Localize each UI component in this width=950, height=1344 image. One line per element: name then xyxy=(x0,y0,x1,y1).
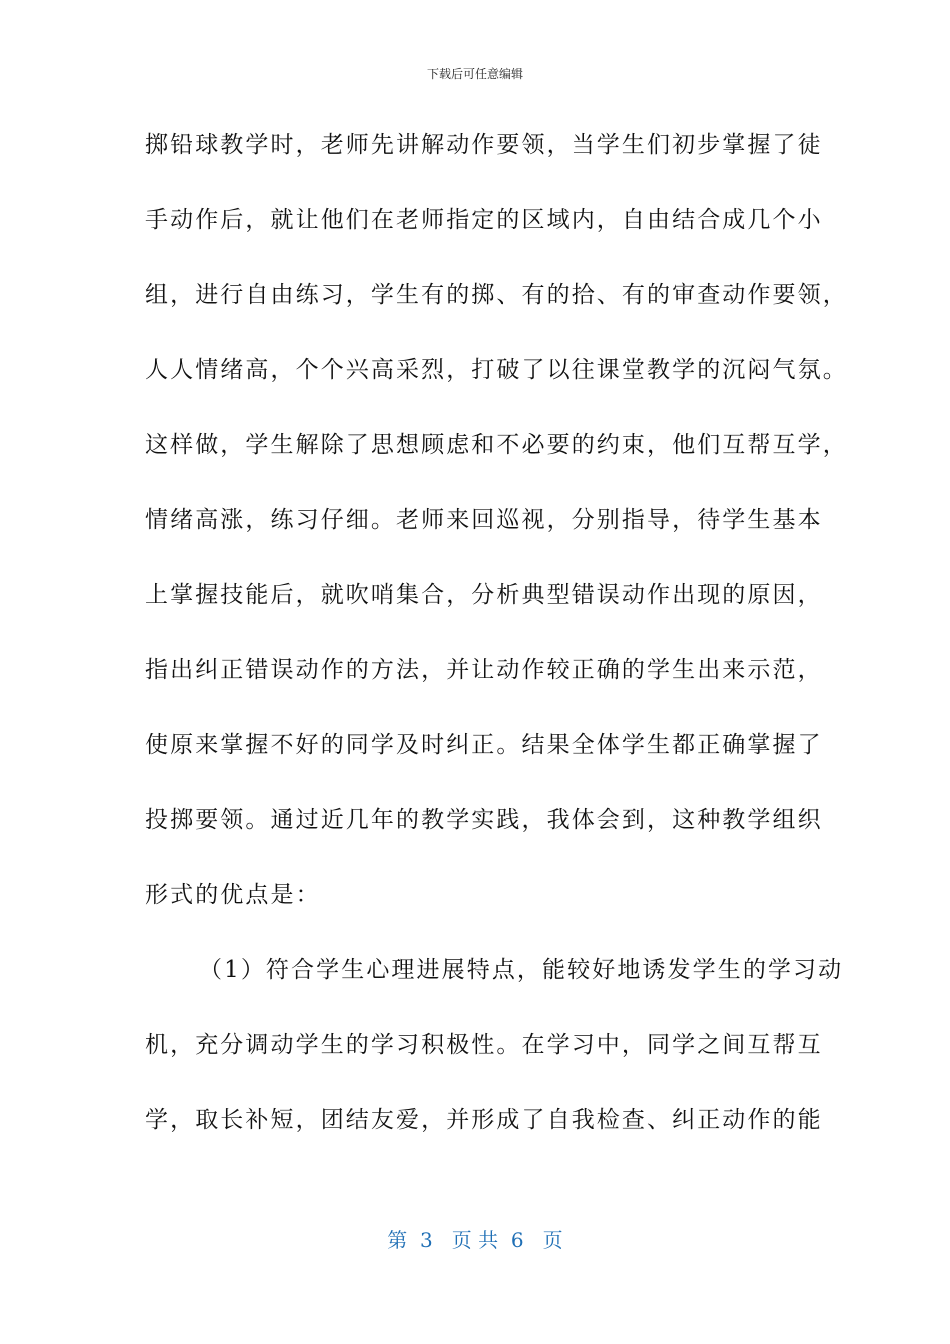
text-line: 这样做，学生解除了思想顾虑和不必要的约束，他们互帮互学， xyxy=(145,432,848,458)
text-line: 投掷要领。通过近几年的教学实践，我体会到，这种教学组织 xyxy=(145,807,823,833)
document-body xyxy=(145,125,848,1175)
text-line: 上掌握技能后，就吹哨集合，分析典型错误动作出现的原因， xyxy=(145,582,823,608)
text-line: 形式的优点是： xyxy=(145,882,321,908)
page-header: 下载后可任意编辑 xyxy=(426,67,523,81)
text-line-indented: （1）符合学生心理进展特点，能较好地诱发学生的学习动 xyxy=(199,957,844,983)
text-line: 学，取长补短，团结友爱，并形成了自我检查、纠正动作的能 xyxy=(145,1107,823,1133)
text-line: 掷铅球教学时，老师先讲解动作要领，当学生们初步掌握了徒 xyxy=(145,132,823,158)
text-line: 手动作后，就让他们在老师指定的区域内，自由结合成几个小 xyxy=(145,207,823,233)
text-line: 使原来掌握不好的同学及时纠正。结果全体学生都正确掌握了 xyxy=(145,732,823,758)
page-footer: 第 3 页 共 6 页 xyxy=(387,1228,563,1252)
text-line: 机，充分调动学生的学习积极性。在学习中，同学之间互帮互 xyxy=(145,1032,823,1058)
text-line: 人人情绪高，个个兴高采烈，打破了以往课堂教学的沉闷气氛。 xyxy=(145,357,848,383)
text-line: 指出纠正错误动作的方法，并让动作较正确的学生出来示范， xyxy=(145,657,823,683)
text-line: 情绪高涨，练习仔细。老师来回巡视，分别指导，待学生基本 xyxy=(145,507,823,533)
text-line: 组，进行自由练习，学生有的掷、有的拾、有的审查动作要领， xyxy=(145,282,848,308)
